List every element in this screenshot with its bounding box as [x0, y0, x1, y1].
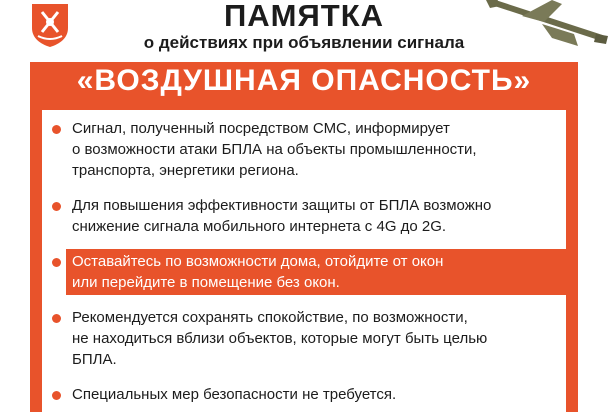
bullet-icon: [52, 314, 61, 323]
list-item-highlighted: [52, 251, 562, 293]
warning-panel: [30, 62, 578, 412]
list-item-text: Специальных мер безопасности не требуется.: [72, 386, 397, 403]
bullet-icon: [52, 125, 61, 134]
list-item-text: Сигнал, полученный посредством СМС, информирует о возможности атаки БПЛА на объекты промышленности, транспорта, энергетики региона.: [72, 120, 477, 179]
page-title: ПАМЯТКА: [223, 0, 385, 33]
list-item-text: Для повышения эффективности защиты от БПЛА возможно снижение сигнала мобильного интернета с 4G до 2G.: [72, 197, 492, 235]
list-item: [52, 118, 562, 181]
list-item-text: Рекомендуется сохранять спокойствие, по возможности, не находиться вблизи объектов, которые могут быть целью БПЛА.: [72, 309, 488, 368]
instructions-card: [42, 110, 566, 420]
bullet-icon: [52, 391, 61, 400]
list-item: [52, 384, 562, 405]
bullet-icon: [52, 202, 61, 211]
list-item: [52, 195, 562, 237]
page-subtitle: о действиях при объявлении сигнала: [143, 33, 465, 52]
uav-drone-icon: [482, 0, 608, 52]
instructions-list: [52, 118, 562, 419]
list-item-text: Оставайтесь по возможности дома, отойдите от окон или перейдите в помещение без окон.: [72, 253, 444, 291]
bullet-icon: [52, 258, 61, 267]
list-item: [52, 307, 562, 370]
alert-banner: «ВОЗДУШНАЯ ОПАСНОСТЬ»: [76, 64, 532, 97]
